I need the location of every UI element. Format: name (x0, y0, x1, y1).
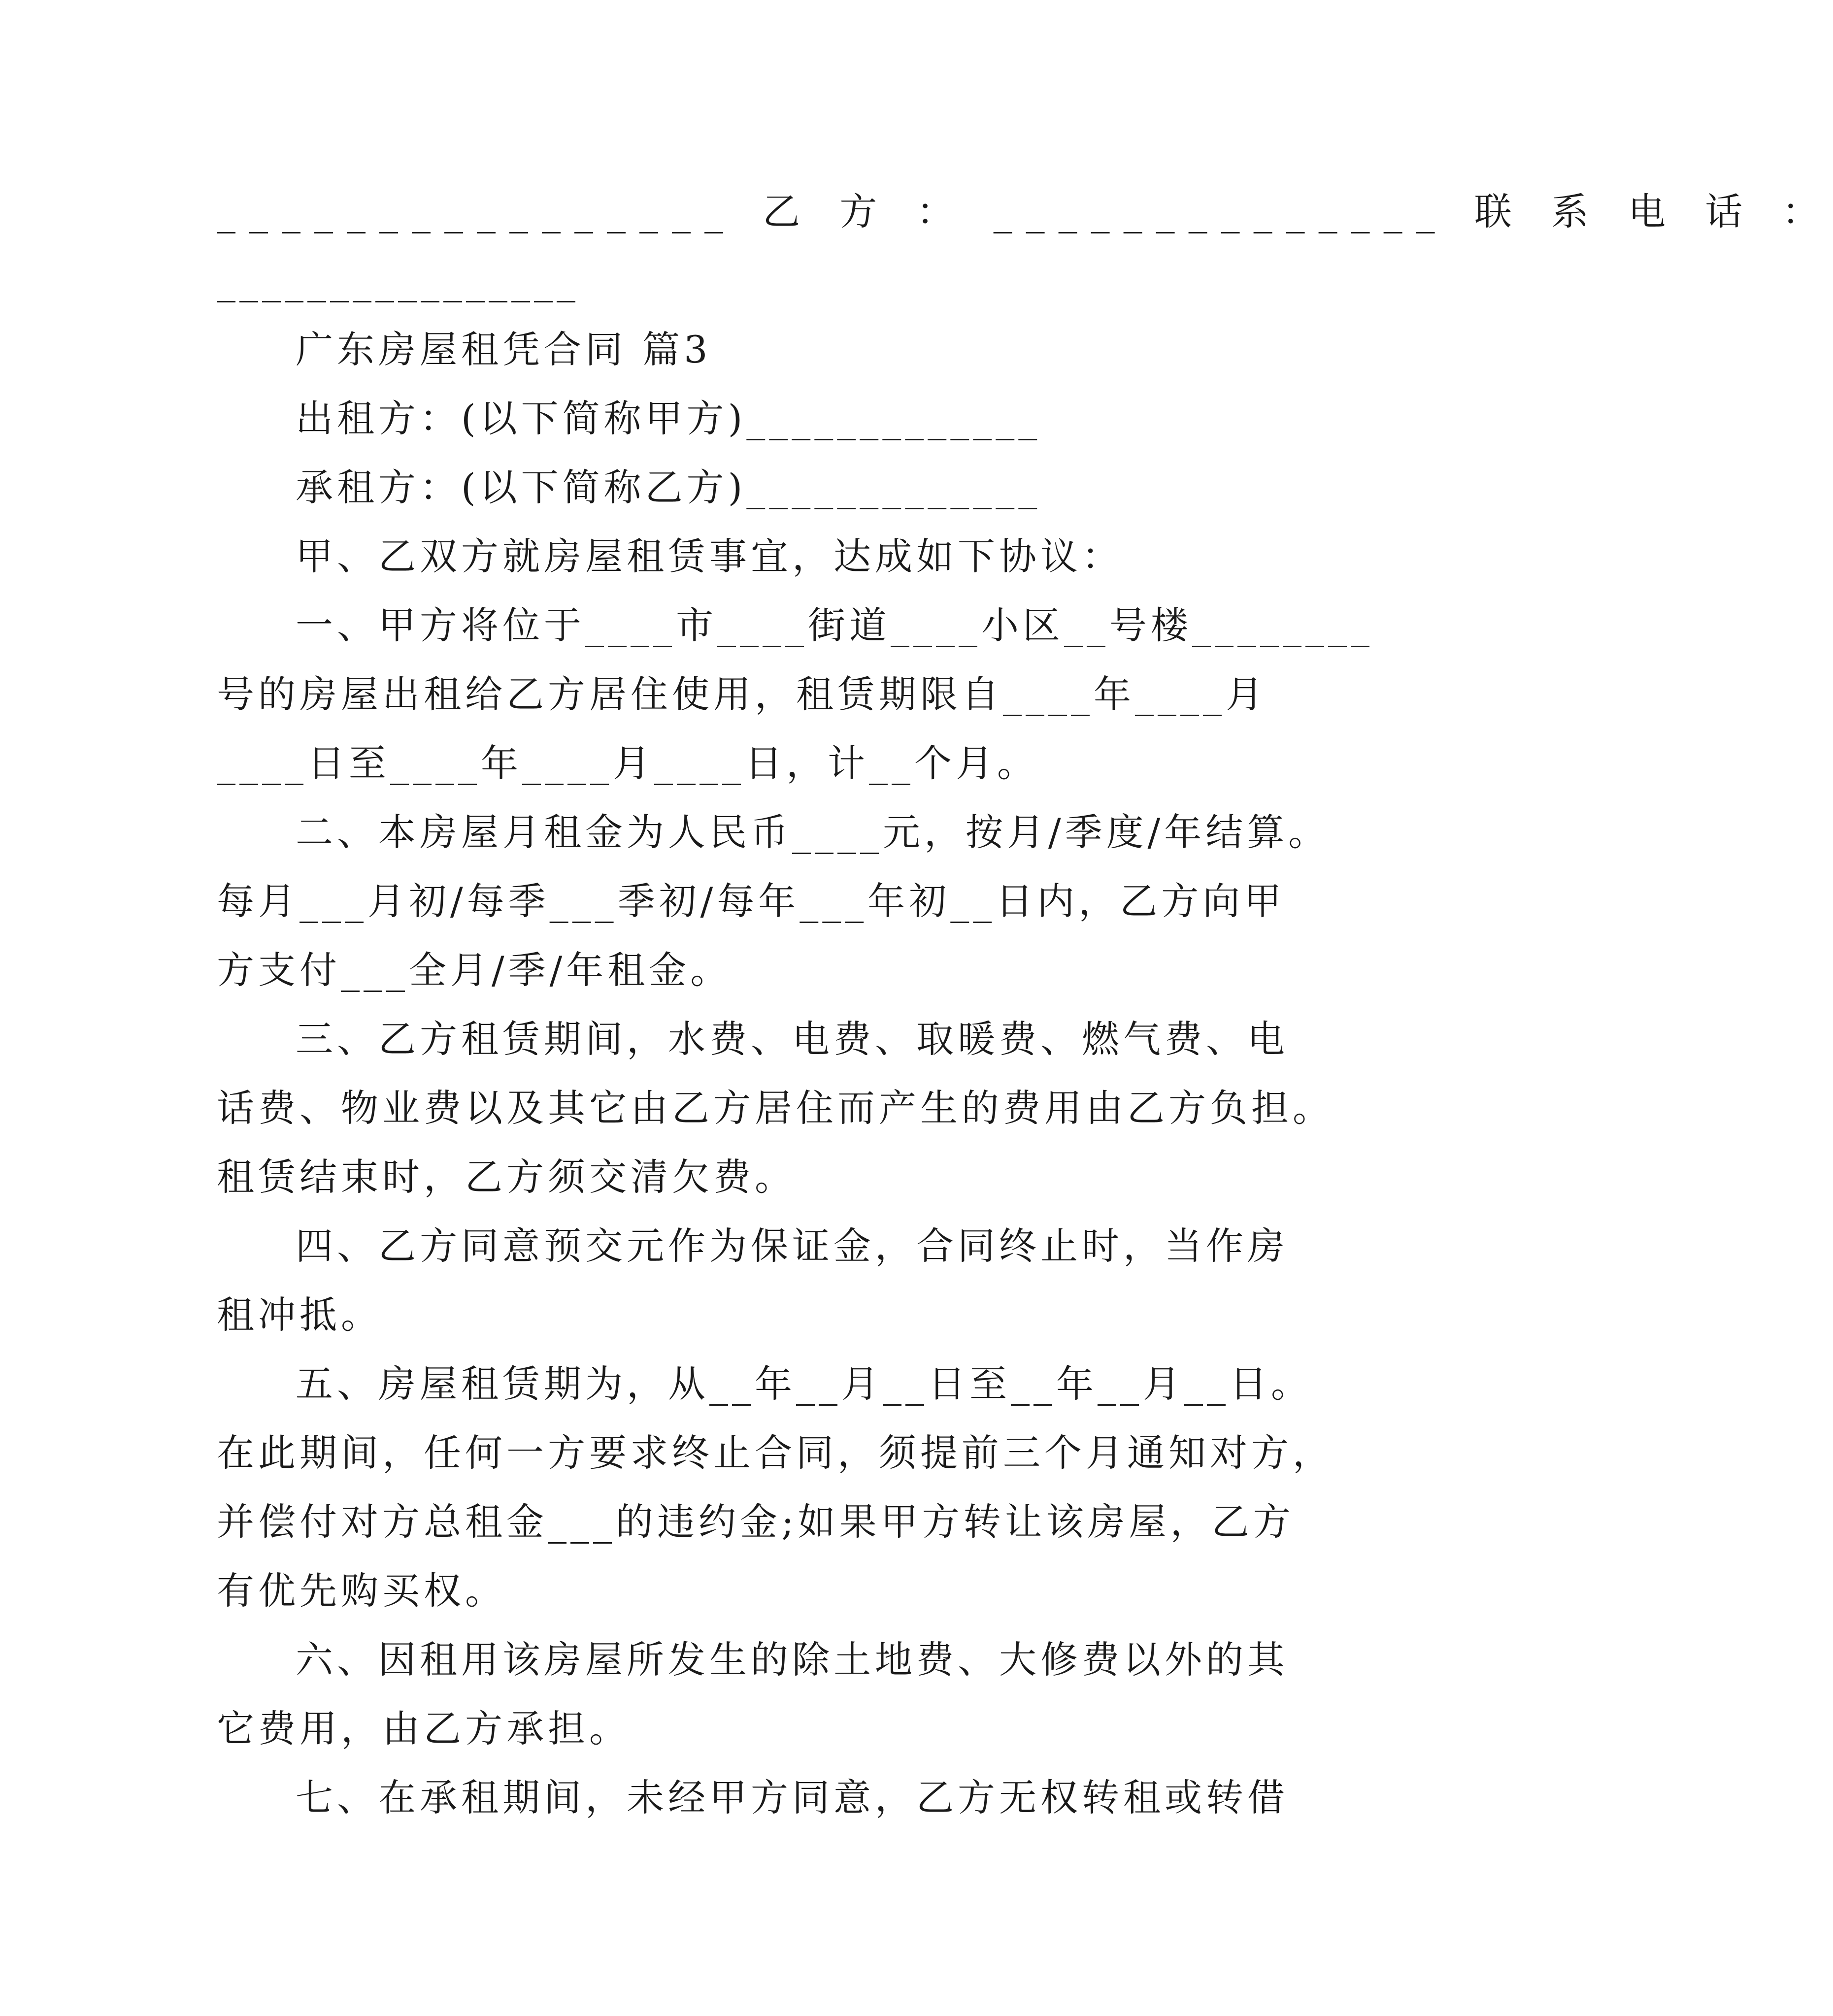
clause-5-line-4: 有优先购买权。 (217, 1569, 506, 1613)
lessor-line: 出租方：(以下简称甲方)_____________ (296, 397, 1041, 440)
clause-6-line-1: 六、因租用该房屋所发生的除土地费、大修费以外的其 (296, 1638, 1289, 1682)
agreement-intro: 甲、乙双方就房屋租赁事宜，达成如下协议： (296, 534, 1123, 578)
clause-3-line-3: 租赁结束时，乙方须交清欠费。 (217, 1155, 796, 1199)
clause-5-line-3: 并偿付对方总租金___的违约金;如果甲方转让该房屋，乙方 (217, 1500, 1295, 1544)
clause-1-line-2: 号的房屋出租给乙方居住使用，租赁期限自____年____月 (217, 672, 1267, 716)
contact-blank-line: ________________ (217, 259, 579, 302)
clause-4-line-1: 四、乙方同意预交元作为保证金，合同终止时，当作房 (296, 1224, 1289, 1268)
clause-3-line-1: 三、乙方租赁期间，水费、电费、取暖费、燃气费、电 (296, 1017, 1289, 1061)
lessee-line: 承租方：(以下简称乙方)_____________ (296, 465, 1041, 509)
clause-3-line-2: 话费、物业费以及其它由乙方居住而产生的费用由乙方负担。 (217, 1086, 1334, 1130)
clause-1-line-1: 一、甲方将位于____市____街道____小区__号楼________ (296, 603, 1373, 647)
clause-4-line-2: 租冲抵。 (217, 1293, 382, 1337)
clause-7-line-1: 七、在承租期间，未经甲方同意，乙方无权转租或转借 (296, 1776, 1289, 1819)
clause-2-line-2: 每月___月初/每季___季初/每年___年初__日内，乙方向甲 (217, 879, 1286, 923)
clause-2-line-1: 二、本房屋月租金为人民币____元，按月/季度/年结算。 (296, 810, 1330, 854)
clause-5-line-1: 五、房屋租赁期为，从__年__月__日至__年__月__日。 (296, 1362, 1312, 1406)
clause-6-line-2: 它费用，由乙方承担。 (217, 1707, 631, 1751)
clause-5-line-2: 在此期间，任何一方要求终止合同，须提前三个月通知对方， (217, 1431, 1334, 1475)
clause-2-line-3: 方支付___全月/季/年租金。 (217, 948, 732, 992)
signature-contact-line: ________________ 乙 方 ： ______________ 联 系 电 话 ： (217, 190, 1833, 233)
section-title: 广东房屋租凭合同 篇3 (296, 328, 712, 371)
clause-1-line-3: ____日至____年____月____日，计__个月。 (217, 741, 1038, 785)
